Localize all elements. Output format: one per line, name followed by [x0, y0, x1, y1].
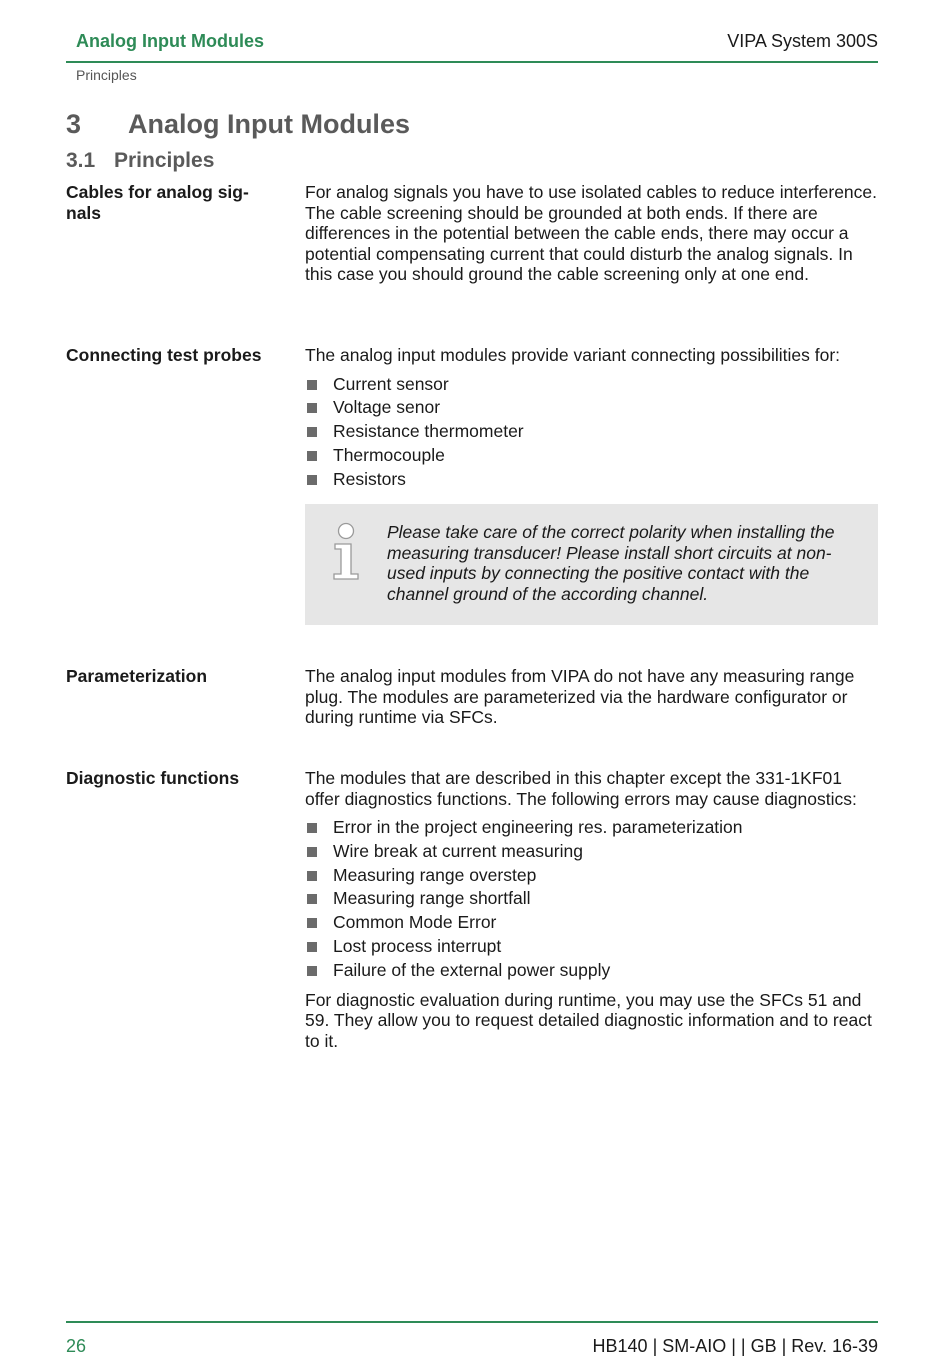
- list-item-text: Measuring range shortfall: [333, 888, 531, 909]
- diag-block: [305, 768, 878, 1051]
- list-item: [305, 911, 878, 935]
- running-header-title: Analog Input Modules: [76, 31, 264, 51]
- diag-list: [305, 816, 878, 983]
- cables-label: [66, 182, 286, 223]
- list-item: [305, 373, 878, 397]
- cables-label-line2: nals: [66, 202, 102, 223]
- bullet-square-icon: [307, 918, 317, 928]
- bullet-square-icon: [307, 894, 317, 904]
- info-note-text: Please take care of the correct polarity when installing the measuring transducer! Please install short circuits at non-used inputs by connecting the positive contact with the channel ground of the according channel.: [387, 522, 835, 604]
- diag-intro: The modules that are described in this chapter except the 331-1KF01 offer diagnostics functions. The following errors may cause diagnostics:: [305, 768, 857, 809]
- probes-list: [305, 373, 878, 492]
- cables-text: [305, 182, 878, 285]
- list-item: [305, 887, 878, 911]
- list-item-text: Resistance thermometer: [333, 421, 524, 442]
- info-note-box: [305, 504, 878, 625]
- cables-label-line1: Cables for analog sig-: [66, 182, 249, 202]
- bullet-square-icon: [307, 871, 317, 881]
- list-item-text: Current sensor: [333, 373, 449, 394]
- list-item-text: Measuring range overstep: [333, 864, 537, 885]
- probes-block: [305, 345, 878, 491]
- document-reference: HB140 | SM-AIO | | GB | Rev. 16-39: [592, 1336, 878, 1356]
- probes-label: Connecting test probes: [66, 345, 262, 365]
- param-label: Parameterization: [66, 666, 208, 686]
- bullet-square-icon: [307, 847, 317, 857]
- bullet-square-icon: [307, 966, 317, 976]
- probes-intro: The analog input modules provide variant connecting possibilities for:: [305, 345, 841, 365]
- running-header-product: VIPA System 300S: [727, 31, 878, 51]
- bullet-square-icon: [307, 823, 317, 833]
- list-item: [305, 420, 878, 444]
- page-number: 26: [66, 1336, 87, 1356]
- bullet-square-icon: [307, 380, 317, 390]
- list-item-text: Failure of the external power supply: [333, 959, 611, 980]
- list-item: [305, 816, 878, 840]
- section-number: 3.1: [66, 149, 96, 172]
- list-item: [305, 840, 878, 864]
- list-item: [305, 468, 878, 492]
- param-text: [305, 666, 878, 728]
- bullet-square-icon: [307, 475, 317, 485]
- chapter-title: Analog Input Modules: [128, 109, 410, 139]
- diag-label: Diagnostic functions: [66, 768, 240, 788]
- chapter-heading: [66, 109, 410, 140]
- list-item: [305, 864, 878, 888]
- bullet-square-icon: [307, 403, 317, 413]
- list-item-text: Error in the project engineering res. parameterization: [333, 817, 743, 837]
- chapter-number: 3: [66, 109, 82, 139]
- section-heading: [66, 149, 214, 173]
- info-icon: [329, 522, 363, 582]
- section-title: Principles: [114, 149, 215, 172]
- list-item-text: Thermocouple: [333, 444, 445, 465]
- list-item: [305, 935, 878, 959]
- list-item: [305, 396, 878, 420]
- bullet-square-icon: [307, 427, 317, 437]
- list-item-text: Lost process interrupt: [333, 935, 502, 956]
- bullet-square-icon: [307, 451, 317, 461]
- list-item-text: Wire break at current measuring: [333, 840, 583, 861]
- list-item: [305, 959, 878, 983]
- list-item-text: Resistors: [333, 468, 406, 489]
- bullet-square-icon: [307, 942, 317, 952]
- param-paragraph: The analog input modules from VIPA do not have any measuring range plug. The modules are parameterized via the hardware configurator or during runtime via SFCs.: [305, 666, 855, 727]
- footer-divider: [66, 1321, 878, 1323]
- cables-paragraph: For analog signals you have to use isolated cables to reduce interference. The cable screening should be grounded at both ends. If there are differences in the potential between the cable ends, there may occur a potential compensating current that could disturb the analog signals. In this case you should ground the cable screening only at one end.: [305, 182, 878, 284]
- list-item-text: Voltage senor: [333, 397, 441, 418]
- list-item-text: Common Mode Error: [333, 912, 497, 933]
- header-divider: [66, 61, 878, 63]
- running-header-section: Principles: [76, 67, 137, 83]
- diag-outro: For diagnostic evaluation during runtime, you may use the SFCs 51 and 59. They allow you to request detailed diagnostic information and to react to it.: [305, 989, 872, 1051]
- list-item: [305, 444, 878, 468]
